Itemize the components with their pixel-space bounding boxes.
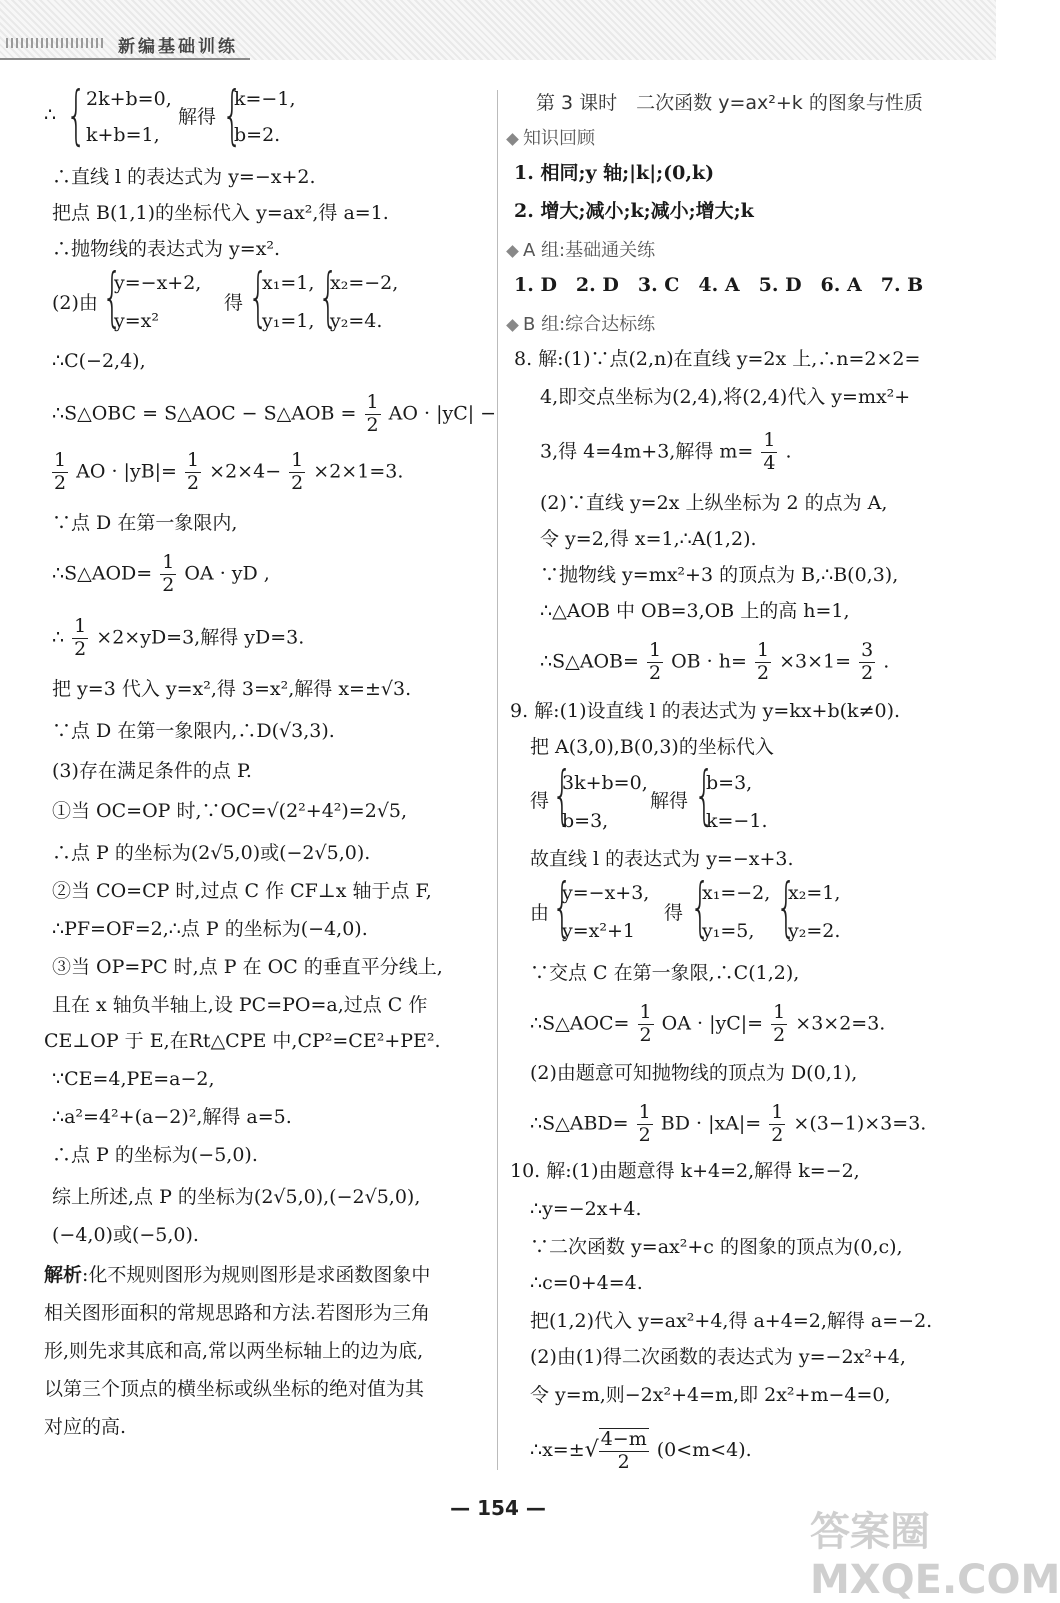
page-number: — 154 — <box>450 1496 546 1520</box>
formula-text: . <box>785 440 792 463</box>
text-line: ①当 OC=OP 时,∵OC=√(2²+4²)=2√5, <box>52 800 408 822</box>
text-line: ∴c=0+4=4. <box>530 1272 643 1294</box>
text-line: ②当 CO=CP 时,过点 C 作 CF⊥x 轴于点 F, <box>52 880 432 902</box>
therefore-symbol: ∴ <box>44 104 57 126</box>
text-line: 由 <box>530 902 550 924</box>
text-line: (−4,0)或(−5,0). <box>52 1224 199 1246</box>
equation-line: y=−x+2, <box>114 272 202 294</box>
equation-line: b=3, <box>562 810 609 832</box>
header-pattern <box>6 38 106 48</box>
text-line: ∴点 P 的坐标为(−5,0). <box>52 1144 258 1166</box>
text-line: 4,即交点坐标为(2,4),将(2,4)代入 y=mx²+ <box>540 386 911 408</box>
header-title: 新编基础训练 <box>118 37 238 57</box>
formula-text: OA · |yC|= <box>661 1012 764 1035</box>
text-line: 把(1,2)代入 y=ax²+4,得 a+4=2,解得 a=−2. <box>530 1310 933 1332</box>
formula-text: ×2×yD=3,解得 yD=3. <box>96 626 305 649</box>
text-line: 得 <box>224 292 244 314</box>
text-line: ∵CE=4,PE=a−2, <box>52 1068 215 1090</box>
fraction: $\frac{1}{4}$ <box>763 429 776 474</box>
text-line: ∵交点 C 在第一象限,∴C(1,2), <box>530 962 800 984</box>
text-line: ∴点 P 的坐标为(2√5,0)或(−2√5,0). <box>52 842 371 864</box>
text-line: (3)存在满足条件的点 P. <box>52 760 252 782</box>
equation-line: x₂=1, <box>788 882 841 904</box>
formula-text: OB · h= <box>671 650 747 673</box>
text-line: ∴C(−2,4), <box>52 350 146 372</box>
formula-line <box>530 1002 885 1047</box>
formula-text: . <box>883 650 890 673</box>
equation-line: y₁=1, <box>262 310 315 332</box>
formula-text: ∴S△AOB= <box>540 650 639 673</box>
formula-text: ×2×4− <box>209 460 282 483</box>
text-line: 解得 <box>178 106 217 128</box>
equation-line: k=−1. <box>706 810 768 832</box>
formula-text: ∴S△ABD= <box>530 1112 629 1135</box>
system-brace: { <box>552 759 573 833</box>
text-line: 得 <box>664 902 684 924</box>
fraction: $\frac{1}{2}$ <box>187 449 200 494</box>
formula-text: ×3×1= <box>779 650 852 673</box>
equation-line: b=3, <box>706 772 753 794</box>
text-line: (2)由 <box>52 292 98 314</box>
equation-line: x₁=1, <box>262 272 315 294</box>
formula-text: ×(3−1)×3=3. <box>793 1112 927 1135</box>
text-line: 10. 解:(1)由题意得 k+4=2,解得 k=−2, <box>510 1160 860 1182</box>
column-divider <box>497 90 498 1470</box>
text-line: 令 y=2,得 x=1,∴A(1,2). <box>540 528 757 550</box>
equation-line: y₂=2. <box>788 920 841 942</box>
text-line: 解得 <box>650 790 689 812</box>
diamond-icon <box>506 319 519 332</box>
text-line: ∴抛物线的表达式为 y=x². <box>52 238 281 260</box>
text-line: 令 y=m,则−2x²+4=m,即 2x²+m−4=0, <box>530 1384 891 1406</box>
equation-line: x₂=−2, <box>330 272 399 294</box>
text-line: 把点 B(1,1)的坐标代入 y=ax²,得 a=1. <box>52 202 389 224</box>
text-line: ∵二次函数 y=ax²+c 的图象的顶点为(0,c), <box>530 1236 903 1258</box>
formula-text: ∴S△AOC= <box>530 1012 630 1035</box>
section-heading: B 组:综合达标练 <box>508 310 655 336</box>
page-header-band <box>0 0 996 60</box>
text-line: (2)∵直线 y=2x 上纵坐标为 2 的点为 A, <box>540 492 888 514</box>
fraction: $\frac{1}{2}$ <box>648 639 662 684</box>
section-heading: 知识回顾 <box>508 124 595 150</box>
system-brace: { <box>248 261 269 335</box>
fraction: $\frac{1}{2}$ <box>54 449 67 494</box>
equation-line: b=2. <box>234 124 281 146</box>
equation-line: 3k+b=0, <box>562 772 648 794</box>
section-heading: A 组:基础通关练 <box>508 236 655 262</box>
equation-line: 2k+b=0, <box>86 88 172 110</box>
formula-line <box>50 450 403 495</box>
fraction: $\frac{1}{2}$ <box>639 1001 652 1046</box>
text-line: 以第三个顶点的横坐标或纵坐标的绝对值为其 <box>44 1378 425 1400</box>
equation-line: y₂=4. <box>330 310 383 332</box>
system-brace: { <box>318 261 339 335</box>
formula-line <box>540 430 792 475</box>
formula-line: ∴x=±√ $\frac{4-m}{2}$ (0<m<4). <box>530 1428 752 1473</box>
fraction: $\frac{4-m}{2}$ <box>600 1428 647 1473</box>
text-line: 9. 解:(1)设直线 l 的表达式为 y=kx+b(k≠0). <box>510 700 901 722</box>
equation-line: y=−x+3, <box>562 882 650 904</box>
system-brace: { <box>690 871 711 945</box>
text-line: ∴PF=OF=2,∴点 P 的坐标为(−4,0). <box>52 918 368 940</box>
formula-text: OA · yD , <box>184 562 270 585</box>
text-line: 综上所述,点 P 的坐标为(2√5,0),(−2√5,0), <box>52 1186 421 1208</box>
lesson-title: 第 3 课时 二次函数 y=ax²+k 的图象与性质 <box>536 92 923 114</box>
formula-text: AO · |yC| − <box>388 402 497 425</box>
formula-text: ∴S△AOD= <box>52 562 153 585</box>
formula-text: (0<m<4). <box>656 1438 752 1461</box>
text-line: 得 <box>530 790 550 812</box>
text-line: ∴y=−2x+4. <box>530 1198 642 1220</box>
equation-line: y=x²+1 <box>562 920 635 942</box>
formula-text: 3,得 4=4m+3,解得 m= <box>540 440 754 463</box>
system-brace: { <box>66 79 87 153</box>
fraction: $\frac{1}{2}$ <box>74 615 87 660</box>
fraction: $\frac{1}{2}$ <box>638 1101 651 1146</box>
formula-text: BD · |xA|= <box>660 1112 762 1135</box>
text-line: 对应的高. <box>44 1416 127 1438</box>
text-line: 相关图形面积的常规思路和方法.若图形为三角 <box>44 1302 431 1324</box>
diamond-icon <box>506 245 519 258</box>
formula-text: ×3×2=3. <box>795 1012 886 1035</box>
text-line: ∵点 D 在第一象限内, <box>52 512 238 534</box>
system-brace: { <box>102 261 123 335</box>
formula-text: :化不规则图形为规则图形是求函数图象中 <box>82 1264 431 1286</box>
text-line: ∴a²=4²+(a−2)²,解得 a=5. <box>52 1106 292 1128</box>
fraction: $\frac{1}{2}$ <box>773 1001 786 1046</box>
formula-text: AO · |yB|= <box>76 460 177 483</box>
text-line: CE⊥OP 于 E,在Rt△CPE 中,CP²=CE²+PE². <box>44 1030 441 1052</box>
equation-line: y₁=5, <box>702 920 755 942</box>
text-line: ∵点 D 在第一象限内,∴D(√3,3). <box>52 720 335 742</box>
formula-line <box>530 1102 926 1147</box>
formula-text: ∴S△OBC = S△AOC − S△AOB = <box>52 402 357 425</box>
fraction: $\frac{1}{2}$ <box>162 551 175 596</box>
formula-text: ∴ <box>52 626 65 649</box>
fraction: $\frac{1}{2}$ <box>291 449 304 494</box>
header-underline <box>0 58 250 60</box>
text-line: ∵抛物线 y=mx²+3 的顶点为 B,∴B(0,3), <box>540 564 899 586</box>
text-line: ③当 OP=PC 时,点 P 在 OC 的垂直平分线上, <box>52 956 443 978</box>
fraction: $\frac{1}{2}$ <box>366 391 379 436</box>
text-line: (2)由(1)得二次函数的表达式为 y=−2x²+4, <box>530 1346 906 1368</box>
text-line: 8. 解:(1)∵点(2,n)在直线 y=2x 上,∴n=2×2= <box>514 348 921 370</box>
equation-line: k+b=1, <box>86 124 160 146</box>
system-brace: { <box>222 79 243 153</box>
watermark-logo: 答案圈 MXQE.COM <box>810 1509 1060 1603</box>
system-brace: { <box>552 871 573 945</box>
text-line: 故直线 l 的表达式为 y=−x+3. <box>530 848 794 870</box>
diamond-icon <box>506 133 519 146</box>
equation-line: x₁=−2, <box>702 882 771 904</box>
formula-line <box>52 552 270 597</box>
text-line: 把 A(3,0),B(0,3)的坐标代入 <box>530 736 774 758</box>
formula-text: ∴x=± <box>530 1438 585 1461</box>
text-line: 且在 x 轴负半轴上,设 PC=PO=a,过点 C 作 <box>52 994 428 1016</box>
text-line: 1. D 2. D 3. C 4. A 5. D 6. A 7. B <box>514 274 924 296</box>
text-line: 1. 相同;y 轴;|k|;(0,k) <box>514 162 715 184</box>
system-brace: { <box>776 871 797 945</box>
fraction: $\frac{1}{2}$ <box>756 639 770 684</box>
formula-text: ×2×1=3. <box>313 460 404 483</box>
formula-line <box>52 616 304 661</box>
analysis-line <box>44 1264 430 1287</box>
equation-line: y=x² <box>114 310 159 332</box>
text-line: (2)由题意可知抛物线的顶点为 D(0,1), <box>530 1062 858 1084</box>
text-line: 形,则先求其底和高,常以两坐标轴上的边为底, <box>44 1340 424 1362</box>
text-line: ∴直线 l 的表达式为 y=−x+2. <box>52 166 316 188</box>
fraction: $\frac{3}{2}$ <box>861 639 874 684</box>
equation-line: k=−1, <box>234 88 296 110</box>
fraction: $\frac{1}{2}$ <box>771 1101 784 1146</box>
formula-line <box>540 640 889 685</box>
system-brace: { <box>694 759 715 833</box>
text-line: 把 y=3 代入 y=x²,得 3=x²,解得 x=±√3. <box>52 678 412 700</box>
text-line: ∴△AOB 中 OB=3,OB 上的高 h=1, <box>540 600 850 622</box>
text-line: 2. 增大;减小;k;减小;增大;k <box>514 200 754 222</box>
formula-line <box>52 392 496 437</box>
analysis-label: 解析 <box>44 1264 83 1286</box>
